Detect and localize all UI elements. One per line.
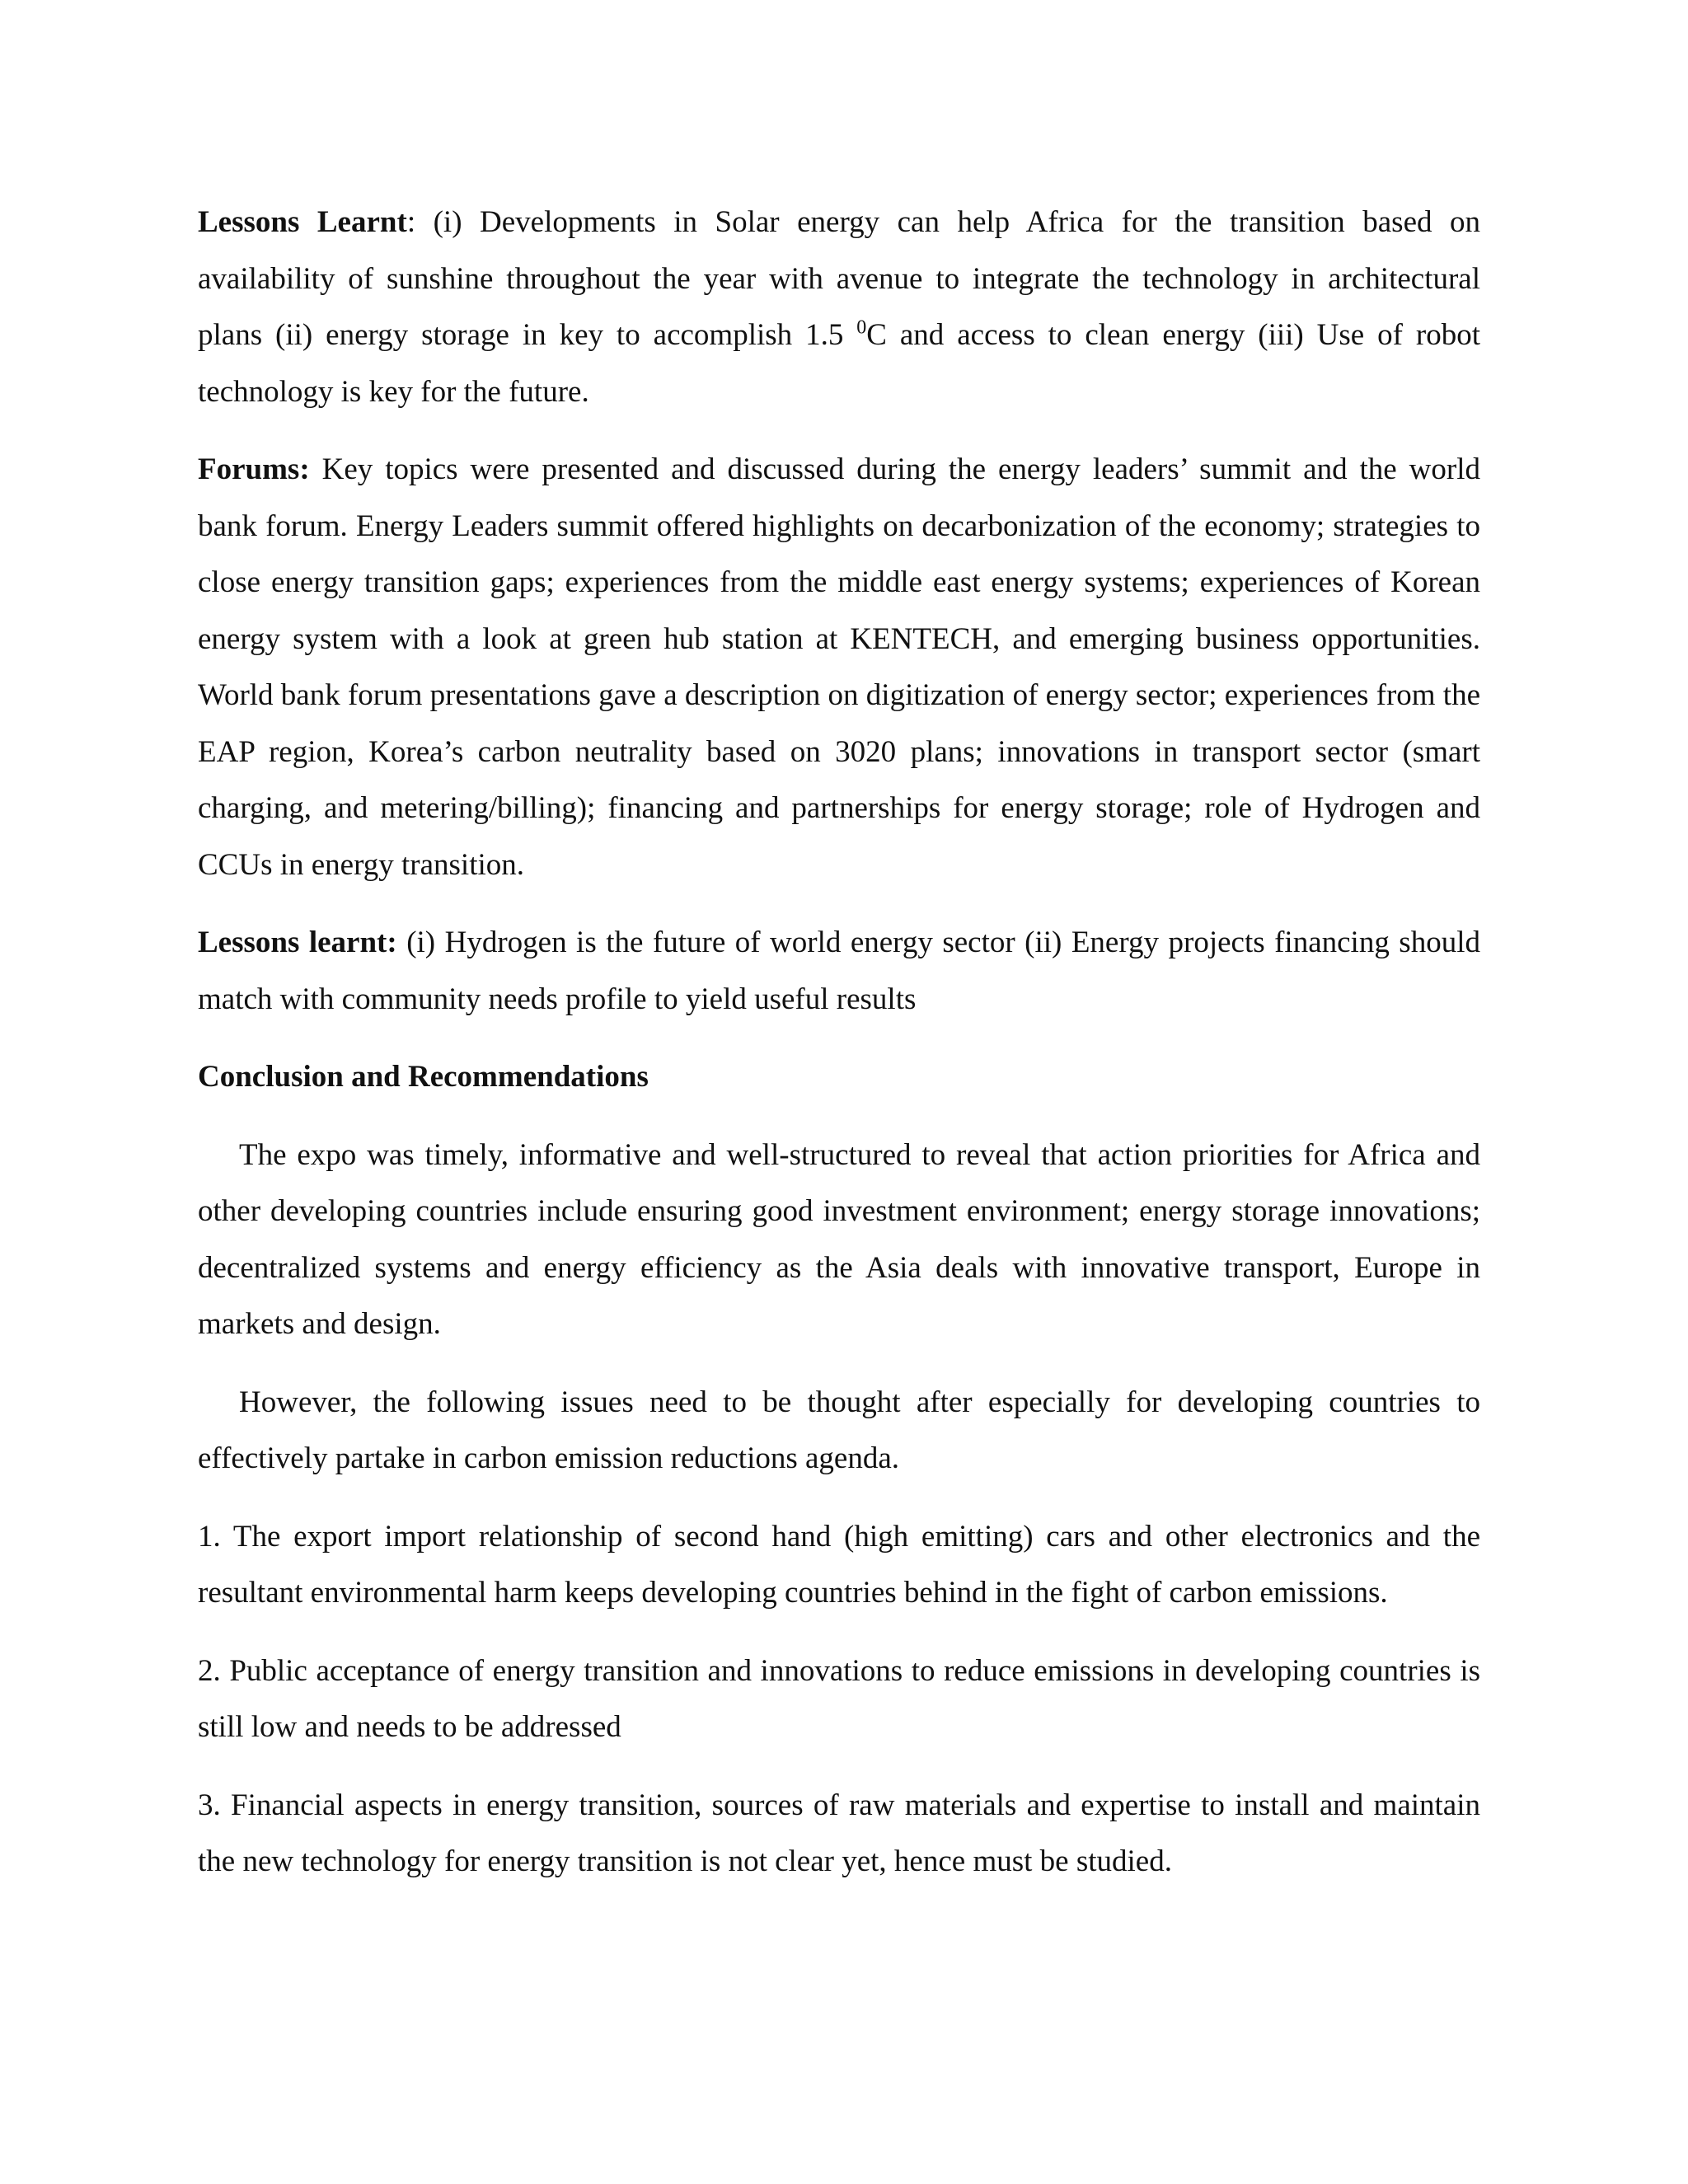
conclusion-heading: Conclusion and Recommendations [198, 1060, 649, 1094]
recommendation-item-3: 3. Financial aspects in energy transition, sources of raw materials and expertise to install and maintain the new technology for energy transition is not clear yet, hence must be studied. [198, 1788, 1480, 1878]
recommendation-item-1: 1. The export import relationship of second hand (high emitting) cars and other electronics and the resultant environmental harm keeps developing countries behind in the fight of carbon emissions. [198, 1519, 1480, 1610]
lessons-learnt-text-end: C and access to clean energy (iii) Use of robot technology is key for the future. [198, 318, 1480, 409]
lessons-learnt-2-label: Lessons learnt: [198, 926, 397, 959]
forums-paragraph [198, 442, 1480, 893]
lessons-learnt-label: Lessons Learnt [198, 205, 407, 239]
conclusion-paragraph-2: However, the following issues need to be thought after especially for developing countries to effectively partake in carbon emission reductions agenda. [198, 1385, 1480, 1475]
degree-superscript: 0 [856, 316, 867, 339]
document-body [198, 194, 1480, 1912]
forums-label: Forums: [198, 452, 310, 486]
lessons-learnt-text: : (i) Developments in Solar energy can help Africa for the transition based on availability of sunshine throughout the year with avenue to integrate the technology in architectural plans (ii) energy storage in key to accomplish 1.5 [198, 205, 1480, 352]
lessons-learnt-2-text: (i) Hydrogen is the future of world energy sector (ii) Energy projects financing should match with community needs profile to yield useful results [198, 926, 1480, 1016]
forums-text: Key topics were presented and discussed during the energy leaders’ summit and the world bank forum. Energy Leaders summit offered highlights on decarbonization of the economy; strategies to close energy transition gaps; experiences from the middle east energy systems; experiences of Korean energy system with a look at green hub station at KENTECH, and emerging business opportunities. World bank forum presentations gave a description on digitization of energy sector; experiences from the EAP region, Korea’s carbon neutrality based on 3020 plans; innovations in transport sector (smart charging, and metering/billing); financing and partnerships for energy storage; role of Hydrogen and CCUs in energy transition. [198, 452, 1481, 882]
lessons-learnt-paragraph [198, 194, 1480, 420]
recommendation-item-2: 2. Public acceptance of energy transition and innovations to reduce emissions in developing countries is still low and needs to be addressed [198, 1653, 1480, 1744]
lessons-learnt-2-paragraph [198, 915, 1480, 1028]
conclusion-paragraph-1: The expo was timely, informative and well-structured to reveal that action priorities for Africa and other developing countries include ensuring good investment environment; energy storage innovations; decentralized systems and energy efficiency as the Asia deals with innovative transport, Europe in markets and design. [198, 1137, 1480, 1341]
